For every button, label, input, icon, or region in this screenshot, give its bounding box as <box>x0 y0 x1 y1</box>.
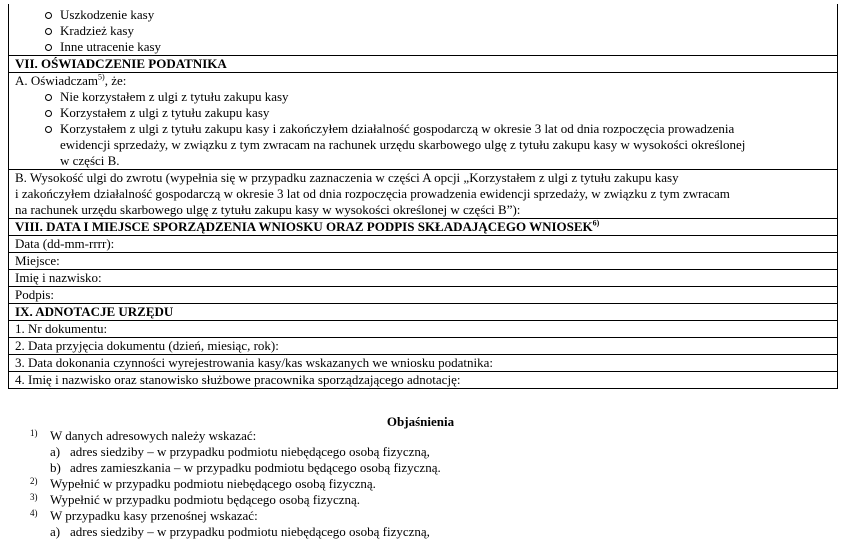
option-damage[interactable]: Uszkodzenie kasy <box>15 7 831 23</box>
radio-circle-icon[interactable] <box>45 44 52 51</box>
section-ix-heading: IX. ADNOTACJE URZĘDU <box>9 304 837 321</box>
note-3: 3) Wypełnić w przypadku podmiotu będącego osobą fizyczną. <box>30 492 361 507</box>
section-vii-heading: VII. OŚWIADCZENIE PODATNIKA <box>9 56 837 73</box>
radio-circle-icon[interactable] <box>45 12 52 19</box>
note-1: 1) W danych adresowych należy wskazać: <box>30 428 257 443</box>
footnote-ref: 6) <box>592 218 600 228</box>
notes-title: Objaśnienia <box>386 414 455 429</box>
date-field[interactable]: Data (dd-mm-rrrr): <box>9 236 837 253</box>
option-used-relief[interactable]: Korzystałem z ulgi z tytułu zakupu kasy <box>15 105 831 121</box>
document-number-field[interactable]: 1. Nr dokumentu: <box>9 321 837 338</box>
note-1b: b) adres zamieszkania – w przypadku podmiotu będącego osobą fizyczną. <box>50 460 441 475</box>
deregistration-date-field[interactable]: 3. Data dokonania czynności wyrejestrowania kasy/kas wskazanych we wniosku podatnika: <box>9 355 837 372</box>
form-table <box>8 4 838 389</box>
note-2: 2) Wypełnić w przypadku podmiotu niebędącego osobą fizyczną. <box>30 476 376 491</box>
radio-circle-icon[interactable] <box>45 110 52 117</box>
receipt-date-field[interactable]: 2. Data przyjęcia dokumentu (dzień, miesiąc, rok): <box>9 338 837 355</box>
note-4: 4) W przypadku kasy przenośnej wskazać: <box>30 508 258 523</box>
section-vii-a <box>9 73 837 170</box>
option-theft[interactable]: Kradzież kasy <box>15 23 831 39</box>
footnote-ref: 5) <box>98 72 105 82</box>
statement-a-label: A. Oświadczam$^{5)}$, że: <box>15 72 127 88</box>
radio-circle-icon[interactable] <box>45 28 52 35</box>
signature-field[interactable]: Podpis: <box>9 287 837 304</box>
option-other-loss[interactable]: Inne utracenie kasy <box>15 39 831 55</box>
section-viii-heading: VIII. DATA I MIEJSCE SPORZĄDZENIA WNIOSKU ORAZ PODPIS SKŁADAJĄCEGO WNIOSEK$^{6)}$ <box>9 219 837 236</box>
name-field[interactable]: Imię i nazwisko: <box>9 270 837 287</box>
section-vii-b[interactable]: B. Wysokość ulgi do zwrotu (wypełnia się w przypadku zaznaczenia w części A opcji „Korzystałem z ulgi z tytułu zakupu kasy i zakończyłem działalność gospodarczą w okresie 3 lat od dnia rozpoczęcia prowadzenia ewidencji sprzedaży, w związku z tym zwracam na rachunek urzędu skarbowego ulgę z tytułu zakupu kasy w wysokości określonej w części B”): <box>9 170 837 219</box>
radio-circle-icon[interactable] <box>45 126 52 133</box>
note-4a: a) adres siedziby – w przypadku podmiotu niebędącego osobą fizyczną, <box>50 524 430 539</box>
notes-list <box>28 428 828 540</box>
option-no-relief[interactable]: Nie korzystałem z ulgi z tytułu zakupu kasy <box>15 89 831 105</box>
radio-circle-icon[interactable] <box>45 94 52 101</box>
place-field[interactable]: Miejsce: <box>9 253 837 270</box>
section-vi-options <box>9 4 837 56</box>
officer-field[interactable]: 4. Imię i nazwisko oraz stanowisko służbowe pracownika sporządzającego adnotację: <box>9 372 837 389</box>
option-used-relief-ended-business[interactable]: Korzystałem z ulgi z tytułu zakupu kasy i zakończyłem działalność gospodarczą w okresie 3 lat od dnia rozpoczęcia prowadzenia ewidencji sprzedaży, w związku z tym zwracam na rachunek urzędu skarbowego ulgę z tytułu zakupu kasy w wysokości określonej w części B. <box>15 121 831 169</box>
note-1a: a) adres siedziby – w przypadku podmiotu niebędącego osobą fizyczną, <box>50 444 430 459</box>
